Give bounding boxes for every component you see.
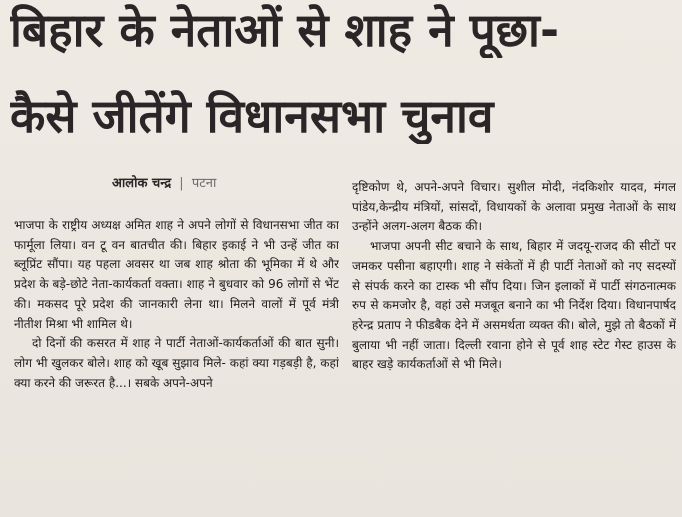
article-paragraph: दृष्टिकोण थे, अपने-अपने विचार। सुशील मोदी, नंदकिशोर यादव, मंगल पांडेय,केन्द्रीय मंत्रियों, सांसदों, विधायकों के अलावा प्रमुख नेताओं के साथ उन्होंने अलग-अलग बैठक की।	[352, 180, 676, 234]
article-paragraph: भाजपा अपनी सीट बचाने के साथ, बिहार में जदयू-राजद की सीटों पर जमकर पसीना बहाएगी। शाह ने संकेतों में ही पार्टी नेताओं को नए सदस्यों से संपर्क करने का टास्क भी सौंप दिया। जिन इलाकों में पार्टी संगठनात्मक रुप से कमजोर है, वहां उसे मजबूत बनाने का भी निर्देश दिया। विधानपार्षद हरेन्द्र प्रताप ने फीडबैक देने में असमर्थता व्यक्त की। बोले, मुझे तो बैठकों में बुलाया भी नहीं जाता। दिल्ली रवाना होने से पूर्व शाह स्टेट गेस्ट हाउस के बाहर खड़े कार्यकर्ताओं से भी मिले।	[352, 239, 676, 372]
article-paragraph: दो दिनों की कसरत में शाह ने पार्टी नेताओं-कार्यकर्ताओं की बात सुनी। लोग भी खुलकर बोले। शाह को खूब सुझाव मिले- कहां क्या गड़बड़ी है, कहां क्या करने की जरूरत है...। सबके अपने-अपने	[14, 336, 339, 390]
headline-line-1: बिहार के नेताओं से शाह ने पूछा-	[10, 3, 560, 57]
byline-author: आलोक चन्द्र	[112, 176, 172, 191]
article-column-right	[352, 178, 676, 517]
article-column-left	[14, 216, 339, 516]
article-paragraph: भाजपा के राष्ट्रीय अध्यक्ष अमित शाह ने अपने लोगों से विधानसभा जीत का फार्मूला लिया। वन टू वन बातचीत की। बिहार इकाई ने भी उन्हें जीत का ब्लूप्रिंट सौंपा। यह पहला अवसर था जब शाह श्रोता की भूमिका में थे और प्रदेश के बड़े-छोटे नेता-कार्यकर्ता वक्ता। शाह ने बुधवार को 96 लोगों से भेंट की। मकसद पूरे प्रदेश की जानकारी लेना था। मिलने वालों में पूर्व मंत्री नीतीश मिश्रा भी शामिल थे।	[14, 218, 339, 331]
headline-line-2: कैसे जीतेंगे विधानसभा चुनाव	[10, 89, 494, 143]
byline-city: पटना	[191, 176, 217, 191]
byline-separator: |	[179, 176, 184, 191]
byline	[112, 176, 216, 192]
